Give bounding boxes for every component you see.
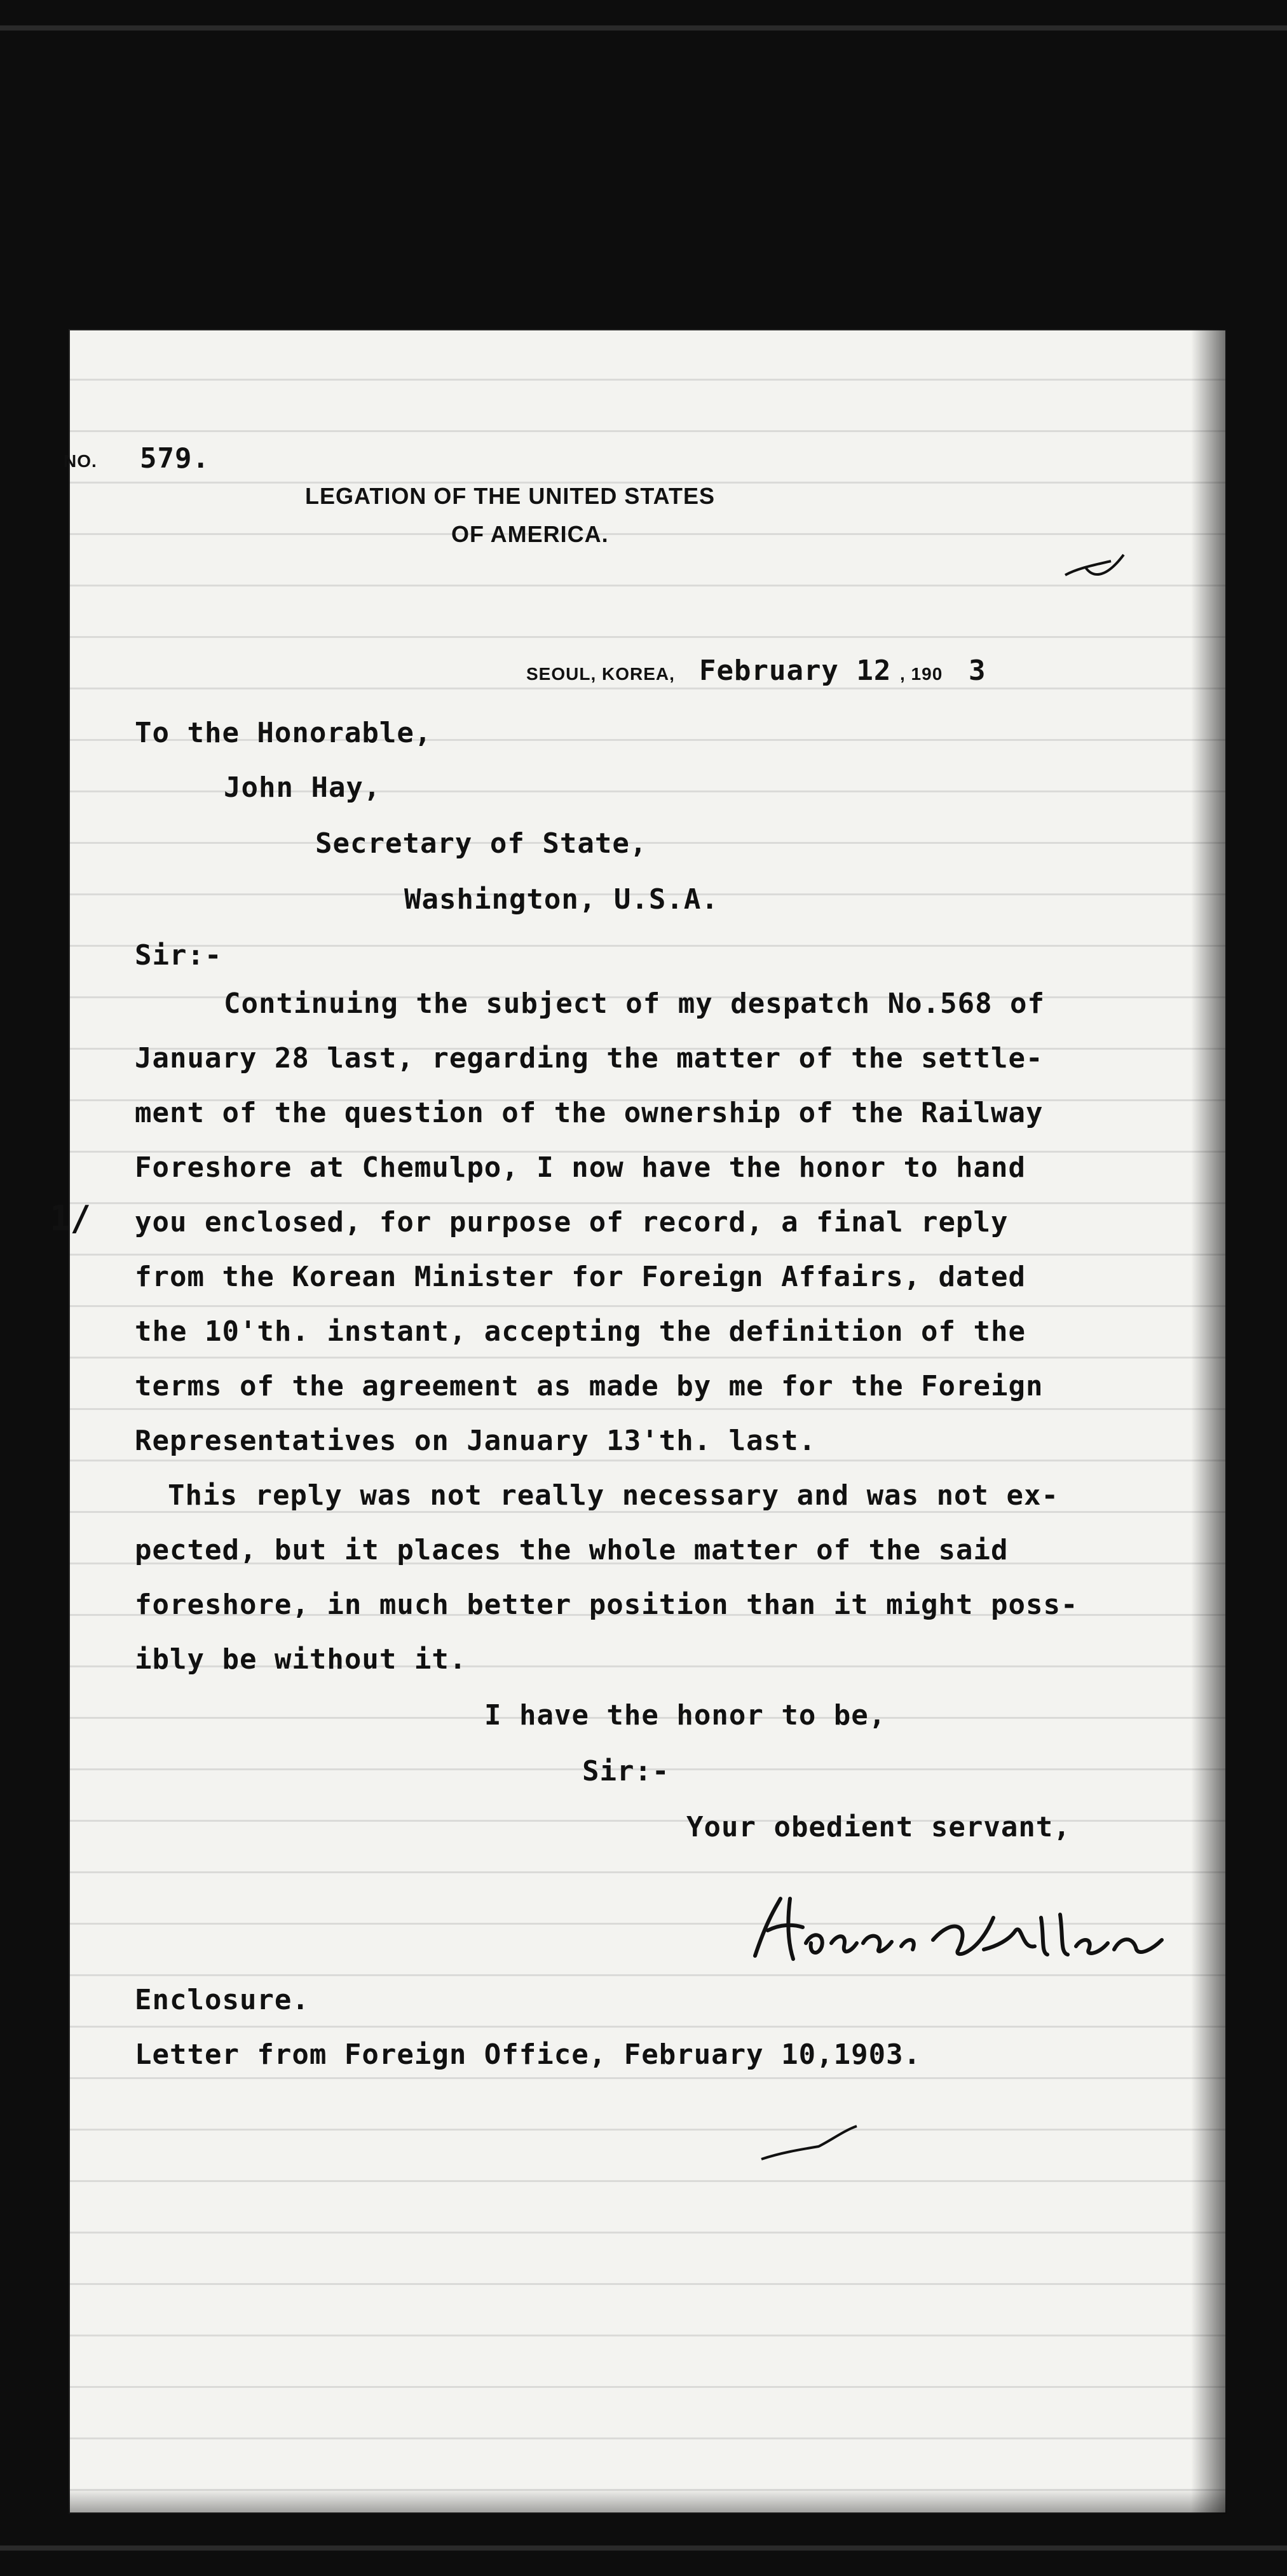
page-shadow-bottom [69,2488,1227,2514]
pen-mark-bottom [755,2121,882,2172]
address-line-2: John Hay, [224,771,381,804]
despatch-number: 579. [140,442,210,475]
enclosure-item: Letter from Foreign Office, February 10,1903. [135,2038,922,2071]
enclosure-heading: Enclosure. [135,1984,310,2016]
paragraph-1-line-3: ment of the question of the ownership of the Railway [135,1097,1044,1129]
place-label: SEOUL, KOREA, [526,664,675,684]
letter-date: February 12 [699,654,892,687]
letterhead-line-2: OF AMERICA. [451,521,609,547]
paragraph-1-line-7: the 10'th. instant, accepting the definition of the [135,1315,1026,1348]
year-digit: 3 [969,654,986,687]
paragraph-1-line-1: Continuing the subject of my despatch No.568 of [224,987,1045,1020]
paragraph-2-line-4: ibly be without it. [135,1643,467,1676]
paragraph-1-line-2: January 28 last, regarding the matter of the settle- [135,1042,1044,1074]
paragraph-1-line-6: from the Korean Minister for Foreign Affairs, dated [135,1261,1026,1293]
film-edge-bottom [0,2545,1287,2551]
margin-mark: 1/ [50,1198,92,1238]
closing-line-1: I have the honor to be, [484,1699,887,1732]
address-line-4: Washington, U.S.A. [404,883,719,916]
address-line-3: Secretary of State, [315,827,648,860]
year-prefix: , 190 [900,664,943,684]
letter-page [64,329,1227,2514]
page-shadow-right [1191,329,1227,2514]
pen-mark-top [1060,542,1136,593]
letterhead-line-1: LEGATION OF THE UNITED STATES [305,483,715,509]
paragraph-1-line-8: terms of the agreement as made by me for the Foreign [135,1370,1044,1402]
closing-line-2: Sir:- [582,1755,670,1787]
signature [742,1880,1187,1988]
salutation: Sir:- [135,939,222,972]
address-line-1: To the Honorable, [135,717,432,749]
paragraph-2-line-1: This reply was not really necessary and was not ex- [168,1479,1059,1512]
paragraph-1-line-4: Foreshore at Chemulpo, I now have the honor to hand [135,1151,1026,1184]
despatch-number-label: NO. [64,451,97,471]
paragraph-2-line-2: pected, but it places the whole matter of the said [135,1534,1009,1566]
closing-line-3: Your obedient servant, [686,1811,1071,1843]
paragraph-2-line-3: foreshore, in much better position than it might poss- [135,1589,1079,1621]
paragraph-1-line-9: Representatives on January 13'th. last. [135,1425,817,1457]
film-edge-top [0,25,1287,31]
paragraph-1-line-5: you enclosed, for purpose of record, a final reply [135,1206,1009,1238]
